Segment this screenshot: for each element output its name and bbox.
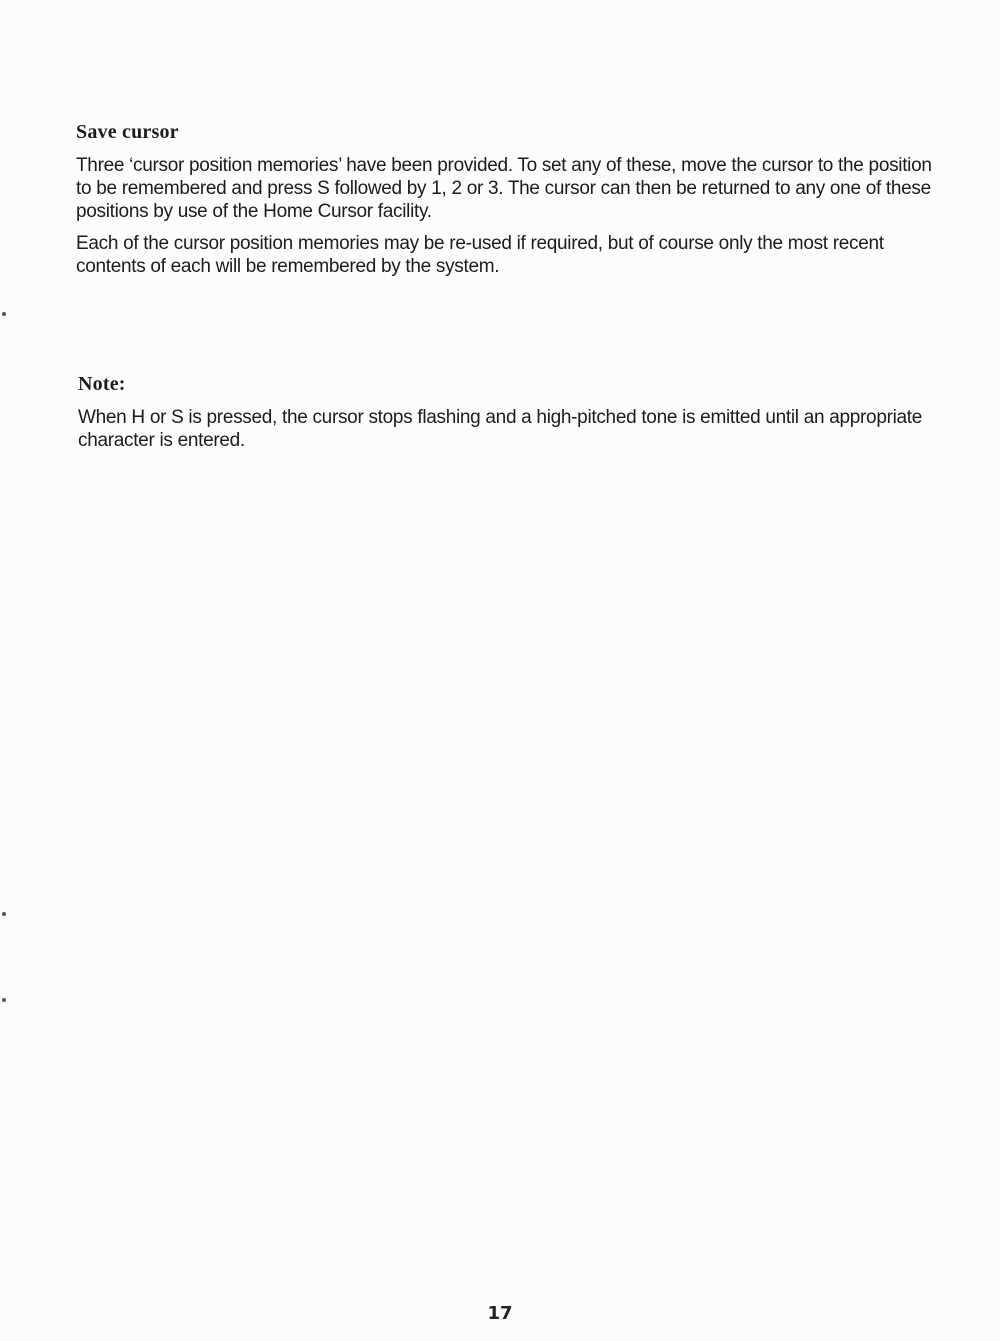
edge-mark-dot (2, 998, 6, 1002)
edge-mark-dot (2, 912, 6, 916)
save-cursor-paragraph-1: Three ‘cursor position memories’ have been provided. To set any of these, move the cursor to the position to be remembered and press S followed by 1, 2 or 3. The cursor can then be returned to any one of these positions by use of the Home Cursor facility. (76, 155, 932, 222)
page-number: 17 (487, 1303, 513, 1324)
save-cursor-section (76, 121, 936, 287)
save-cursor-heading: Save cursor (76, 121, 179, 143)
note-section (78, 373, 938, 461)
save-cursor-paragraph-2: Each of the cursor position memories may be re-used if required, but of course only the most recent contents of each will be remembered by the system. (76, 233, 884, 277)
note-paragraph: When H or S is pressed, the cursor stops flashing and a high-pitched tone is emitted until an appropriate character is entered. (78, 407, 923, 451)
note-heading: Note: (78, 373, 126, 395)
edge-mark-dot (2, 312, 6, 316)
